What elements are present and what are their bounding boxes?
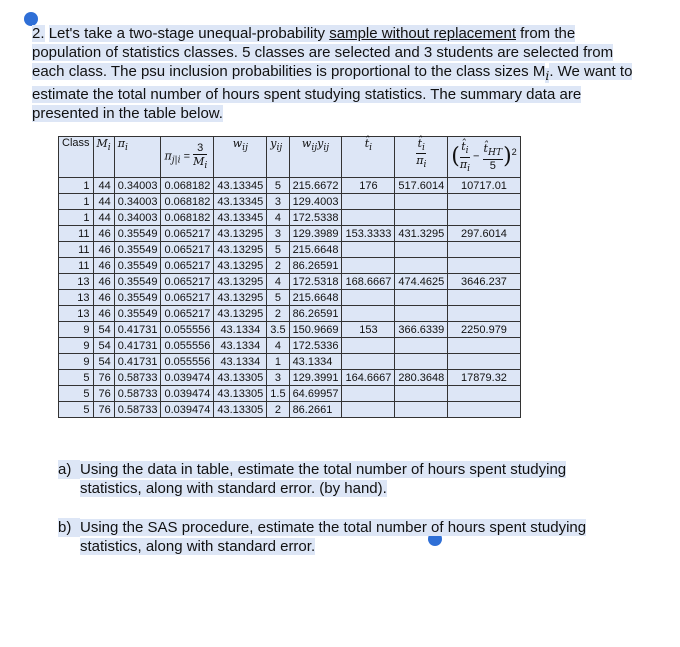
cell-y: 4 (267, 274, 289, 290)
table-row (59, 242, 521, 258)
cell-y: 1.5 (267, 386, 289, 402)
cell-w: 43.13345 (214, 210, 267, 226)
cell-squared-deviation: 10717.01 (448, 178, 521, 194)
cell-pij: 0.065217 (161, 242, 214, 258)
cell-w: 43.13345 (214, 194, 267, 210)
cell-pij: 0.068182 (161, 178, 214, 194)
table-row (59, 226, 521, 242)
cell-pi: 0.41731 (114, 338, 161, 354)
cell-w: 43.13305 (214, 402, 267, 418)
cell-y: 2 (267, 402, 289, 418)
cell-t: 153 (342, 322, 395, 338)
cell-y: 4 (267, 338, 289, 354)
cell-squared-deviation (448, 338, 521, 354)
question-b (58, 518, 658, 556)
cell-t-over-pi: 280.3648 (395, 370, 448, 386)
cell-t-over-pi: 431.3295 (395, 226, 448, 242)
cell-t-over-pi (395, 306, 448, 322)
cell-wy: 215.6648 (289, 290, 342, 306)
cell-pi: 0.41731 (114, 354, 161, 370)
cell-t (342, 402, 395, 418)
cell-w: 43.13295 (214, 242, 267, 258)
cell-pij: 0.065217 (161, 274, 214, 290)
cell-squared-deviation (448, 402, 521, 418)
header-class: Class (59, 137, 94, 178)
cell-w: 43.13305 (214, 386, 267, 402)
table-row (59, 370, 521, 386)
cell-w: 43.1334 (214, 322, 267, 338)
cell-m: 46 (93, 258, 114, 274)
cell-class: 5 (59, 402, 94, 418)
problem-text-part2: from the population of statistics classes. 5 classes are selected and 3 students are selected from each class. The psu inclusion probabilities is proportional to the class sizes M (32, 25, 614, 80)
cell-w: 43.13295 (214, 290, 267, 306)
cell-t (342, 290, 395, 306)
cell-t-over-pi: 517.6014 (395, 178, 448, 194)
cell-y: 2 (267, 306, 289, 322)
cell-wy: 215.6672 (289, 178, 342, 194)
cell-pi: 0.35549 (114, 226, 161, 242)
table-row (59, 354, 521, 370)
cell-w: 43.1334 (214, 338, 267, 354)
cell-t-over-pi (395, 338, 448, 354)
table-row (59, 338, 521, 354)
cell-squared-deviation (448, 354, 521, 370)
cell-m: 76 (93, 370, 114, 386)
cell-pi: 0.35549 (114, 242, 161, 258)
cell-t (342, 306, 395, 322)
cell-m: 46 (93, 226, 114, 242)
cell-class: 1 (59, 210, 94, 226)
cell-t-over-pi (395, 210, 448, 226)
cell-class: 5 (59, 386, 94, 402)
cell-class: 11 (59, 258, 94, 274)
cell-class: 9 (59, 322, 94, 338)
cell-t-over-pi (395, 402, 448, 418)
cell-w: 43.1334 (214, 354, 267, 370)
cell-wy: 172.5336 (289, 338, 342, 354)
cell-pi: 0.34003 (114, 194, 161, 210)
cell-t: 153.3333 (342, 226, 395, 242)
table-body (59, 178, 521, 418)
cell-class: 11 (59, 226, 94, 242)
question-a-line1: Using the data in table, estimate the total number of hours spent studying (80, 461, 567, 478)
cell-pij: 0.065217 (161, 290, 214, 306)
cell-m: 54 (93, 354, 114, 370)
cell-t-over-pi (395, 386, 448, 402)
cell-w: 43.13295 (214, 306, 267, 322)
header-wy: $w_{ij}y_{ij}$ (289, 137, 342, 178)
table-row (59, 322, 521, 338)
header-pij: $\pi_{j|i}$ = $\frac{3}{M_i}$ (161, 137, 214, 178)
cell-m: 46 (93, 290, 114, 306)
cell-pij: 0.065217 (161, 226, 214, 242)
cell-w: 43.13305 (214, 370, 267, 386)
cell-class: 13 (59, 290, 94, 306)
cell-m: 54 (93, 322, 114, 338)
cell-t (342, 338, 395, 354)
cell-pi: 0.58733 (114, 370, 161, 386)
cell-t (342, 258, 395, 274)
cell-pi: 0.34003 (114, 210, 161, 226)
cell-squared-deviation (448, 194, 521, 210)
cell-t: 176 (342, 178, 395, 194)
cell-m: 46 (93, 274, 114, 290)
cell-t-over-pi (395, 194, 448, 210)
cell-pij: 0.065217 (161, 258, 214, 274)
table-row (59, 402, 521, 418)
header-pi: $\pi_i$ (114, 137, 161, 178)
cell-wy: 129.4003 (289, 194, 342, 210)
table-row (59, 386, 521, 402)
mi-subscript: i (545, 68, 550, 83)
cell-pij: 0.055556 (161, 354, 214, 370)
cell-m: 76 (93, 402, 114, 418)
cell-wy: 150.9669 (289, 322, 342, 338)
cell-pi: 0.58733 (114, 386, 161, 402)
cell-pi: 0.58733 (114, 402, 161, 418)
cell-t-over-pi (395, 354, 448, 370)
cell-w: 43.13345 (214, 178, 267, 194)
cell-t-over-pi: 474.4625 (395, 274, 448, 290)
cell-w: 43.13295 (214, 258, 267, 274)
cell-w: 43.13295 (214, 226, 267, 242)
cell-pi: 0.41731 (114, 322, 161, 338)
cell-pi: 0.34003 (114, 178, 161, 194)
cell-m: 44 (93, 210, 114, 226)
cell-pi: 0.35549 (114, 258, 161, 274)
question-a (58, 460, 658, 498)
cell-t (342, 210, 395, 226)
cell-wy: 172.5338 (289, 210, 342, 226)
header-w: $w_{ij}$ (214, 137, 267, 178)
question-a-line2: statistics, along with standard error. (by hand). (80, 480, 387, 497)
cell-t (342, 242, 395, 258)
header-y: $y_{ij}$ (267, 137, 289, 178)
cell-t (342, 354, 395, 370)
cell-pij: 0.039474 (161, 386, 214, 402)
cell-class: 1 (59, 194, 94, 210)
header-t: $t̂_i$ (342, 137, 395, 178)
cell-pi: 0.35549 (114, 274, 161, 290)
cell-y: 1 (267, 354, 289, 370)
cell-wy: 86.26591 (289, 258, 342, 274)
table-header-row (59, 137, 521, 178)
cell-wy: 86.2661 (289, 402, 342, 418)
summary-data-table (58, 136, 521, 418)
question-b-line2: statistics, along with standard error. (80, 538, 316, 555)
cell-y: 5 (267, 290, 289, 306)
cell-wy: 129.3991 (289, 370, 342, 386)
header-squared-deviation: ( $\frac{t̂_i}{\pi_i}$ − $\frac{t̂_{HT}}{5}$ )$^2$ (448, 137, 521, 178)
table-row (59, 290, 521, 306)
cell-wy: 43.1334 (289, 354, 342, 370)
cell-m: 44 (93, 194, 114, 210)
cell-pij: 0.039474 (161, 402, 214, 418)
cell-pij: 0.068182 (161, 194, 214, 210)
cell-t (342, 386, 395, 402)
problem-statement (32, 24, 642, 123)
cell-class: 9 (59, 338, 94, 354)
cell-t: 164.6667 (342, 370, 395, 386)
cell-t-over-pi (395, 258, 448, 274)
cell-y: 3 (267, 226, 289, 242)
cell-class: 13 (59, 306, 94, 322)
cell-squared-deviation: 3646.237 (448, 274, 521, 290)
cell-squared-deviation (448, 242, 521, 258)
cell-m: 46 (93, 242, 114, 258)
cell-pij: 0.068182 (161, 210, 214, 226)
cell-m: 44 (93, 178, 114, 194)
cell-pi: 0.35549 (114, 290, 161, 306)
cell-t-over-pi (395, 242, 448, 258)
cell-class: 5 (59, 370, 94, 386)
question-b-label: b) (58, 518, 80, 537)
cell-y: 3.5 (267, 322, 289, 338)
cell-y: 3 (267, 370, 289, 386)
cell-m: 54 (93, 338, 114, 354)
header-t-over-pi: $\frac{t̂_i}{\pi_i}$ (395, 137, 448, 178)
cell-pij: 0.055556 (161, 338, 214, 354)
table-row (59, 306, 521, 322)
cell-squared-deviation: 297.6014 (448, 226, 521, 242)
cell-t (342, 194, 395, 210)
question-a-label: a) (58, 460, 80, 479)
cell-y: 3 (267, 194, 289, 210)
cell-class: 9 (59, 354, 94, 370)
cell-squared-deviation (448, 386, 521, 402)
cell-m: 46 (93, 306, 114, 322)
cell-y: 5 (267, 242, 289, 258)
cell-wy: 129.3989 (289, 226, 342, 242)
cell-t-over-pi (395, 290, 448, 306)
cell-pij: 0.055556 (161, 322, 214, 338)
question-b-line1: Using the SAS procedure, estimate the total number of hours spent studying (80, 519, 587, 536)
problem-text-part3: . We want to estimate the total number of hours spent studying statistics. The summary data are presented in the table below. (32, 63, 633, 122)
cell-t: 168.6667 (342, 274, 395, 290)
table-row (59, 258, 521, 274)
table-row (59, 178, 521, 194)
cell-squared-deviation (448, 210, 521, 226)
cell-pi: 0.35549 (114, 306, 161, 322)
problem-text-part1: Let's take a two-stage unequal-probability (48, 25, 330, 42)
cell-class: 1 (59, 178, 94, 194)
cell-squared-deviation (448, 306, 521, 322)
cell-wy: 64.69957 (289, 386, 342, 402)
table-row (59, 274, 521, 290)
cell-y: 2 (267, 258, 289, 274)
table-row (59, 194, 521, 210)
cell-class: 11 (59, 242, 94, 258)
cell-wy: 215.6648 (289, 242, 342, 258)
table-row (59, 210, 521, 226)
header-m: $M_i$ (93, 137, 114, 178)
cell-y: 4 (267, 210, 289, 226)
cell-m: 76 (93, 386, 114, 402)
cell-t-over-pi: 366.6339 (395, 322, 448, 338)
cell-class: 13 (59, 274, 94, 290)
cell-pij: 0.039474 (161, 370, 214, 386)
cell-squared-deviation: 2250.979 (448, 322, 521, 338)
cell-squared-deviation (448, 258, 521, 274)
problem-number: 2. (32, 25, 45, 42)
cell-pij: 0.065217 (161, 306, 214, 322)
cell-wy: 172.5318 (289, 274, 342, 290)
cell-wy: 86.26591 (289, 306, 342, 322)
cell-w: 43.13295 (214, 274, 267, 290)
cell-y: 5 (267, 178, 289, 194)
cell-squared-deviation: 17879.32 (448, 370, 521, 386)
cell-squared-deviation (448, 290, 521, 306)
sample-link[interactable]: sample without replacement (329, 25, 516, 42)
